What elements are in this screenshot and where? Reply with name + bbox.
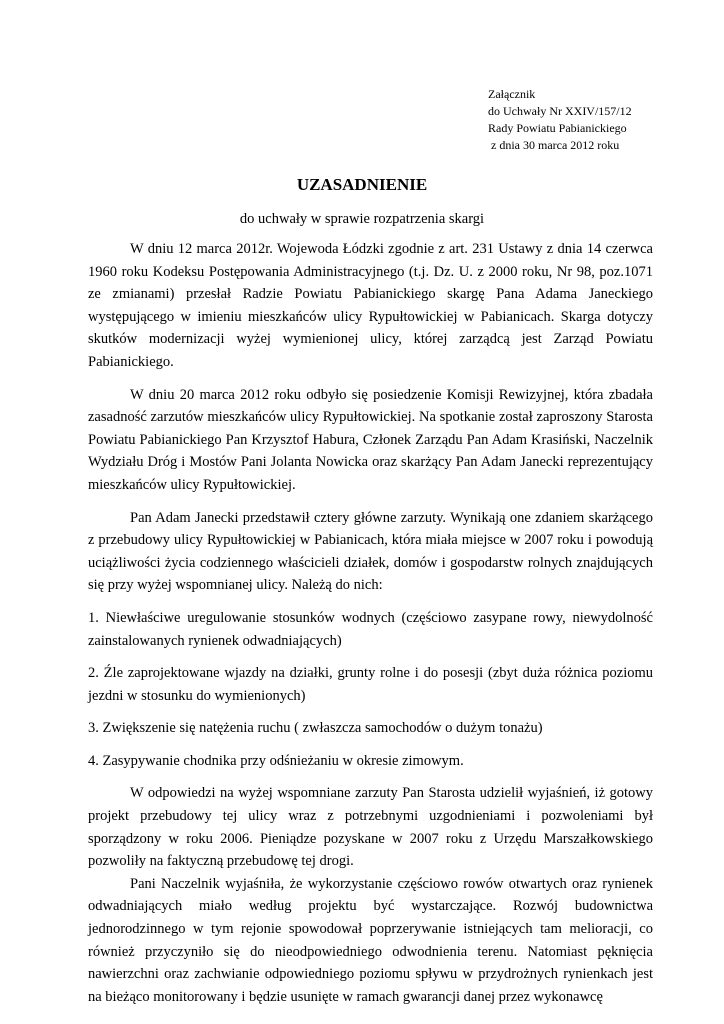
- attachment-line-2: do Uchwały Nr XXIV/157/12: [488, 104, 632, 118]
- attachment-line-3: Rady Powiatu Pabianickiego: [488, 121, 627, 135]
- document-subtitle: do uchwały w sprawie rozpatrzenia skargi: [239, 211, 485, 227]
- paragraph-4: W odpowiedzi na wyżej wspomniane zarzuty Pan Starosta udzielił wyjaśnień, iż gotowy projekt przebudowy tej ulicy wraz z potrzebnymi uzgodnieniami i pozwoleniami był sporządzony w roku 2006. Pieniądze pozyskane w 2007 roku z Urzędu Marszałkowskiego pozwoliły na faktyczną przebudowę tej drogi.: [88, 785, 653, 870]
- paragraph-2: W dniu 20 marca 2012 roku odbyło się posiedzenie Komisji Rewizyjnej, która zbadała zasadność zarzutów mieszkańców ulicy Rypułtowickiej. Na spotkanie został zaproszony Starosta Powiatu Pabianickiego Pan Krzysztof Habura, Członek Zarządu Pan Adam Krasiński, Naczelnik Wydziału Dróg i Mostów Pani Jolanta Nowicka oraz skarżący Pan Adam Janecki reprezentujący mieszkańców ulicy Rypułtowickiej.: [88, 386, 653, 493]
- attachment-line-4: z dnia 30 marca 2012 roku: [488, 138, 620, 152]
- attachment-header: [488, 86, 632, 154]
- paragraph-5: Pani Naczelnik wyjaśniła, że wykorzystanie częściowo rowów otwartych oraz rynienek odwadniających miało według projektu być wystarczające. Rozwój budownictwa jednorodzinnego w tym rejonie spowodował poprzerywanie istniejących tam melioracji, co również przyczyniło się do nieodpowiedniego odwodnienia terenu. Natomiast pęknięcia nawierzchni oraz zachwianie odpowiedniego poziomu spływu w przydrożnych rynienkach jest na bieżąco monitorowany i będzie usunięte w ramach gwarancji danej przez wykonawcę: [88, 875, 653, 1005]
- list-item-4: 4. Zasypywanie chodnika przy odśnieżaniu w okresie zimowym.: [88, 752, 464, 769]
- document-body: [88, 238, 653, 1008]
- attachment-line-1: Załącznik: [488, 87, 536, 101]
- paragraph-3: Pan Adam Janecki przedstawił cztery główne zarzuty. Wynikają one zdaniem skarżącego z przebudowy ulicy Rypułtowickiej w Pabianicach, która miała miejsce w 2007 roku i powodują uciążliwości życia codziennego właścicieli działek, domów i gospodarstw rolnych znajdujących się przy wyżej wspomnianej ulicy. Należą do nich:: [88, 509, 653, 594]
- list-item-3: 3. Zwiększenie się natężenia ruchu ( zwłaszcza samochodów o dużym tonażu): [88, 720, 543, 737]
- list-item-1: 1. Niewłaściwe uregulowanie stosunków wodnych (częściowo zasypane rowy, niewydolność zainstalowanych rynienek odwadniających): [88, 609, 653, 649]
- paragraph-1: W dniu 12 marca 2012r. Wojewoda Łódzki zgodnie z art. 231 Ustawy z dnia 14 czerwca 1960 roku Kodeksu Postępowania Administracyjnego (t.j. Dz. U. z 2000 roku, Nr 98, poz.1071 ze zmianami) przesłał Radzie Powiatu Pabianickiego skargę Pana Adama Janeckiego występującego w imieniu mieszkańców ulicy Rypułtowickiej w Pabianicach. Skarga dotyczy skutków modernizacji wyżej wymienionej ulicy, której zarządcą jest Zarząd Powiatu Pabianickiego.: [88, 241, 653, 370]
- list-item-2: 2. Źle zaprojektowane wjazdy na działki, grunty rolne i do posesji (zbyt duża różnica poziomu jezdni w stosunku do wymienionych): [88, 665, 653, 704]
- document-title: UZASADNIENIE: [296, 175, 428, 194]
